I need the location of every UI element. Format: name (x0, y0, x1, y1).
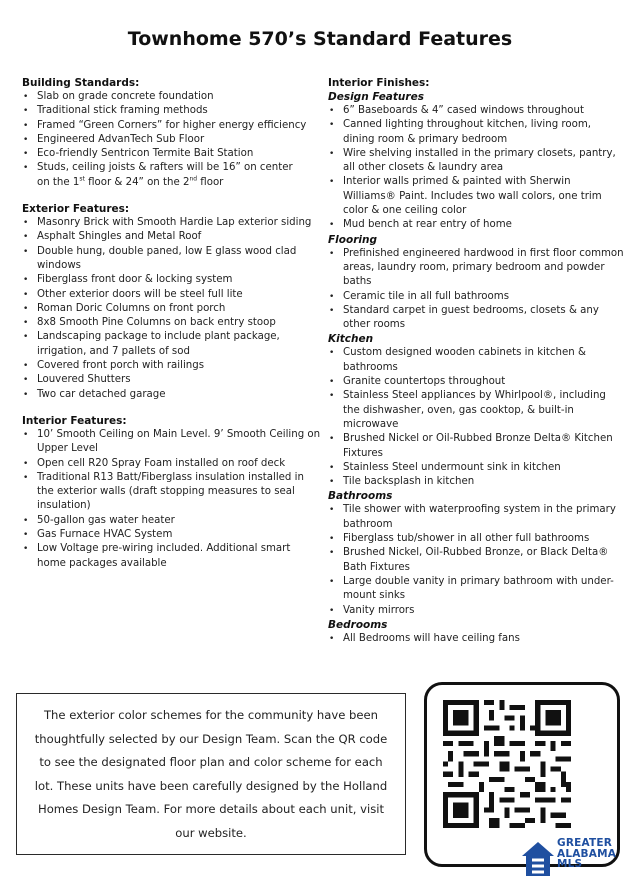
exterior-features-list (22, 216, 322, 402)
qr-code-icon[interactable] (443, 700, 571, 828)
list-item: • Standard carpet in guest bedrooms, closets & any other rooms (328, 304, 624, 333)
design-features-heading: Design Features (328, 91, 424, 103)
studs-sup-nd: nd (189, 175, 198, 183)
list-item: • Large double vanity in primary bathroom with under-mount sinks (328, 575, 624, 604)
color-scheme-notice (16, 693, 406, 855)
logo-line-alabama: ALABAMA (557, 847, 617, 860)
list-item: • All Bedrooms will have ceiling fans (328, 632, 624, 646)
list-item: • Brushed Nickel, Oil-Rubbed Bronze, or Black Delta® Bath Fixtures (328, 546, 624, 575)
design-features-list (328, 104, 624, 233)
building-standards-heading: Building Standards: (22, 77, 140, 89)
list-item: • Slab on grade concrete foundation (22, 90, 322, 104)
kitchen-heading: Kitchen (328, 333, 374, 346)
list-item: • Traditional stick framing methods (22, 104, 322, 118)
list-item: • Brushed Nickel or Oil-Rubbed Bronze Delta® Kitchen Fixtures (328, 432, 624, 461)
list-item: • Wire shelving installed in the primary closets, pantry, all other closets & laundry area (328, 147, 624, 176)
list-item: • Gas Furnace HVAC System (22, 528, 322, 542)
list-item: • Traditional R13 Batt/Fiberglass insulation installed in the exterior walls (draft stopping measures to seal insulation) (22, 471, 322, 514)
bathrooms-heading: Bathrooms (328, 490, 393, 503)
list-item: • Covered front porch with railings (22, 359, 322, 373)
list-item: • Interior walls primed & painted with Sherwin Williams® Paint. Includes two wall colors, one trim color & one ceiling color (328, 175, 624, 218)
studs-text-c: floor (197, 176, 224, 188)
page-title: Townhome 570’s Standard Features (127, 28, 513, 50)
list-item: • 6” Baseboards & 4” cased windows throughout (328, 104, 624, 118)
studs-text-b: floor & 24” on the 2 (84, 176, 190, 188)
logo-line-mls: MLS (557, 858, 583, 870)
left-column (22, 76, 322, 571)
list-item: • Two car detached garage (22, 388, 322, 402)
list-item: • Tile backsplash in kitchen (328, 475, 624, 489)
list-item: • Canned lighting throughout kitchen, living room, dining room & primary bedroom (328, 118, 624, 147)
list-item: • Low Voltage pre-wiring included. Additional smart home packages available (22, 542, 322, 571)
list-item: • Landscaping package to include plant package, irrigation, and 7 pallets of sod (22, 330, 322, 359)
list-item: • Stainless Steel appliances by Whirlpool®, including the dishwasher, oven, gas cooktop, & built-in microwave (328, 389, 624, 432)
list-item: • 8x8 Smooth Pine Columns on back entry stoop (22, 316, 322, 330)
studs-text-line1: Studs, ceiling joists & rafters will be 16” on center (37, 162, 293, 174)
list-item: • Fiberglass tub/shower in all other full bathrooms (328, 532, 624, 546)
bathrooms-list (328, 503, 624, 617)
list-item: • Custom designed wooden cabinets in kitchen & bathrooms (328, 346, 624, 375)
list-item: • Masonry Brick with Smooth Hardie Lap exterior siding (22, 216, 322, 230)
list-item: • Framed “Green Corners” for higher energy efficiency (22, 119, 322, 133)
list-item: • 10’ Smooth Ceiling on Main Level. 9’ Smooth Ceiling on Upper Level (22, 428, 322, 457)
list-item: • Double hung, double paned, low E glass wood clad windows (22, 245, 322, 274)
list-item: • Other exterior doors will be steel full lite (22, 288, 322, 302)
flooring-list (328, 247, 624, 333)
interior-finishes-heading: Interior Finishes: (328, 77, 430, 89)
list-item: • 50-gallon gas water heater (22, 514, 322, 528)
logo-text (557, 838, 616, 870)
list-item: • Tile shower with waterproofing system in the primary bathroom (328, 503, 624, 532)
interior-features-heading: Interior Features: (22, 414, 127, 427)
list-item: • Roman Doric Columns on front porch (22, 302, 322, 316)
bedrooms-list (328, 632, 624, 646)
list-item: • Asphalt Shingles and Metal Roof (22, 230, 322, 244)
interior-features-list (22, 428, 322, 571)
list-item: • Eco-friendly Sentricon Termite Bait Station (22, 147, 322, 161)
list-item: • Open cell R20 Spray Foam installed on roof deck (22, 457, 322, 471)
notice-text: The exterior color schemes for the community have been thoughtfully selected by our Design Team. Scan the QR code to see the designated floor plan and color scheme for each lot. These units have been carefully designed by the Holland Homes Design Team. For more details about each unit, visit our website. (34, 708, 388, 840)
list-item: • Vanity mirrors (328, 604, 624, 618)
logo-line-greater: GREATER (557, 837, 613, 849)
bedrooms-heading: Bedrooms (328, 618, 388, 631)
list-item-studs (22, 161, 322, 190)
list-item: • Louvered Shutters (22, 373, 322, 387)
flooring-heading: Flooring (328, 233, 377, 246)
list-item: • Granite countertops throughout (328, 375, 624, 389)
list-item: • Mud bench at rear entry of home (328, 218, 624, 232)
exterior-features-heading: Exterior Features: (22, 203, 130, 216)
studs-text-a: on the 1 (37, 176, 80, 188)
right-column (328, 76, 624, 646)
studs-sup-st: st (79, 175, 85, 183)
list-item: • Prefinished engineered hardwood in first floor common areas, laundry room, primary bedroom and powder baths (328, 247, 624, 290)
list-item: • Engineered AdvanTech Sub Floor (22, 133, 322, 147)
list-item: • Ceramic tile in all full bathrooms (328, 290, 624, 304)
list-item: • Fiberglass front door & locking system (22, 273, 322, 287)
building-standards-list (22, 90, 322, 190)
list-item: • Stainless Steel undermount sink in kitchen (328, 461, 624, 475)
kitchen-list (328, 346, 624, 489)
